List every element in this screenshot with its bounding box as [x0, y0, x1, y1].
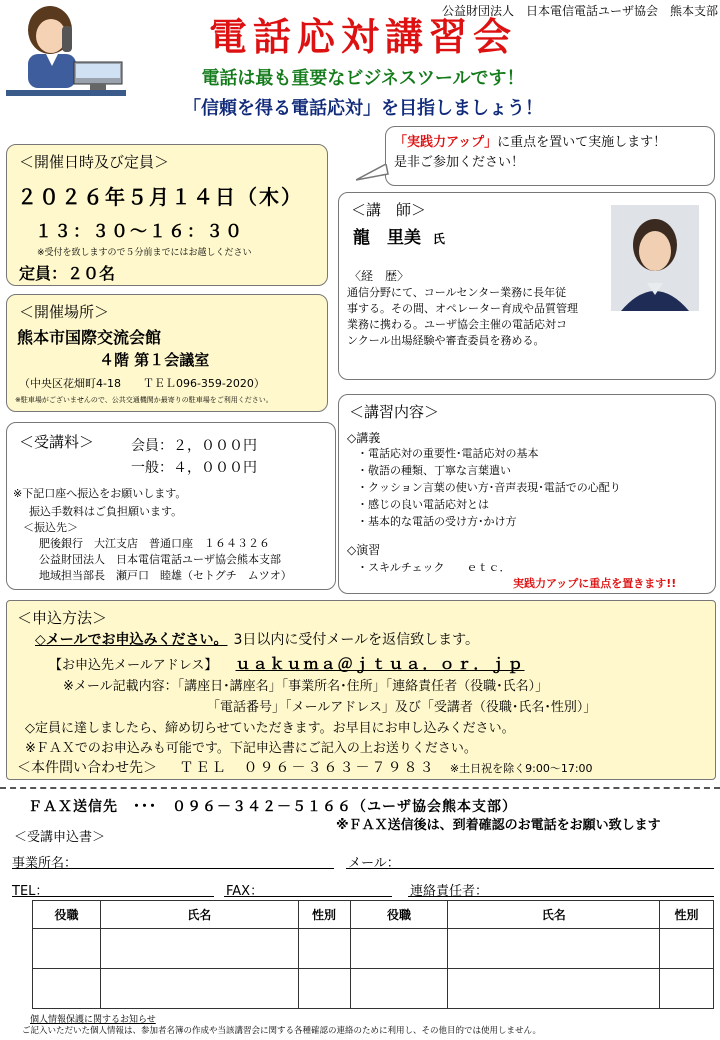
column-header: 性別	[298, 901, 350, 929]
event-date: ２０２６年５月１４日（木）	[17, 185, 303, 209]
column-header: 氏名	[100, 901, 298, 929]
apply-box	[6, 600, 716, 780]
career-heading: 〈経 歴〉	[349, 269, 410, 283]
fee-general: 一般：４，０００円	[131, 460, 257, 476]
operator-illustration	[6, 2, 126, 102]
table-row	[33, 929, 714, 969]
fax-label: FAX：	[226, 884, 264, 899]
privacy-text: ご記入いただいた個人情報は、参加者名簿の作成や当該講習会に関する各種確認の連絡のために利用し、その他目的では使用しません。	[22, 1026, 542, 1036]
table-cell[interactable]	[350, 929, 448, 969]
fax-confirm-note: ※ＦＡＸ送信後は、到着確認のお電話をお願い致します	[336, 818, 661, 833]
email-items-2: 「電話番号」「メールアドレス」及び「受講者（役職･氏名･性別）」	[207, 700, 597, 715]
instructor-name	[353, 223, 445, 248]
table-cell[interactable]	[350, 969, 448, 1009]
table-header-row	[33, 901, 714, 929]
career-line: 通信分野にて、コールセンター業務に長年従	[347, 286, 567, 299]
account-holder: 公益財団法人 日本電信電話ユーザ協会熊本支部	[39, 553, 281, 566]
lecture-item: ・感じの良い電話応対とは	[357, 498, 489, 511]
contact-field[interactable]	[408, 896, 714, 897]
lecture-list	[357, 445, 621, 530]
fax-field[interactable]	[224, 896, 392, 897]
contact-label: 連絡責任者：	[410, 884, 489, 899]
table-cell[interactable]	[33, 969, 101, 1009]
instructor-honorific: 氏	[432, 232, 445, 246]
account-manager: 地域担当部長 瀬戸口 睦雄（セトグチ ムツオ）	[39, 569, 292, 582]
bank-account: 肥後銀行 大江支店 普通口座 １６４３２６	[39, 537, 270, 550]
table-cell[interactable]	[298, 969, 350, 1009]
mail-label: メール：	[348, 856, 400, 871]
career-line: 事する。その間、オペレーター育成や品質管理	[347, 302, 578, 315]
venue-heading: ＜開催場所＞	[19, 303, 110, 321]
registration-table	[32, 900, 714, 1009]
tel-label: TEL：	[12, 884, 49, 899]
email-label: 【お申込先メールアドレス】	[49, 658, 218, 673]
venue-room: ４階 第１会議室	[99, 351, 210, 369]
organizer-name: 公益財団法人 日本電信電話ユーザ協会 熊本支部	[441, 4, 718, 18]
apply-line1	[35, 629, 479, 649]
full-note: ◇定員に達しましたら、締め切らせていただきます。お早目にお申し込みください。	[25, 721, 515, 736]
career-text	[347, 285, 578, 349]
column-header: 役職	[350, 901, 448, 929]
form-heading: ＜受講申込書＞	[14, 830, 106, 845]
table-cell[interactable]	[660, 969, 714, 1009]
bubble-highlight: 「実践力アップ」	[394, 135, 498, 150]
company-label: 事業所名：	[12, 856, 78, 871]
fax-destination: ＦＡＸ送信先 ･･･ ０９６－３４２－５１６６（ユーザ協会熊本支部）	[28, 799, 517, 815]
arrival-note: ※受付を致しますので５分前までにはお越しください	[37, 248, 252, 258]
event-time: １３：３０～１６：３０	[35, 222, 244, 242]
career-line: 業務に携わる。ユーザ協会主催の電話応対コ	[347, 318, 567, 331]
inquiry-tel: ＴＥＬ ０９６－３６３－７９８３	[179, 760, 436, 776]
content-box	[338, 394, 716, 594]
venue-address: （中央区花畑町4-18 ＴＥＬ096-359-2020）	[19, 377, 265, 390]
subtitle-goal: 「信頼を得る電話応対」を目指しましょう！	[183, 98, 543, 119]
fee-member: 会員：２，０００円	[131, 438, 257, 454]
mail-field[interactable]	[346, 868, 714, 869]
bubble-line1: に重点を置いて実施します！	[497, 135, 667, 150]
instructor-heading: ＜講 師＞	[351, 201, 427, 219]
practice-item: ・スキルチェック ｅｔｃ．	[357, 561, 511, 574]
emphasis-bubble	[385, 126, 715, 186]
fee-heading: ＜受講料＞	[19, 433, 95, 451]
company-field[interactable]	[12, 868, 334, 869]
bubble-line2: 是非ご参加ください！	[394, 155, 525, 170]
column-header: 性別	[660, 901, 714, 929]
privacy-title: 個人情報保護に関するお知らせ	[30, 1015, 156, 1025]
table-cell[interactable]	[448, 929, 660, 969]
inquiry-label: ＜本件問い合わせ先＞	[17, 760, 157, 776]
fee-box	[6, 422, 336, 590]
bubble-tail	[356, 164, 392, 182]
parking-note: ※駐車場がございませんので、公共交通機関か最寄りの駐車場をご利用ください。	[15, 396, 273, 404]
page-title: 電話応対講習会	[208, 15, 517, 59]
lecture-item: ・電話応対の重要性･電話応対の基本	[357, 447, 539, 460]
table-cell[interactable]	[298, 929, 350, 969]
lecture-item: ・敬語の種類、丁寧な言葉遣い	[357, 464, 511, 477]
schedule-box	[6, 144, 328, 286]
schedule-heading: ＜開催日時及び定員＞	[19, 153, 170, 171]
practice-heading: ◇演習	[347, 543, 381, 557]
transfer-dest-heading: ＜振込先＞	[23, 521, 78, 534]
table-row	[33, 969, 714, 1009]
venue-box	[6, 294, 328, 412]
venue-name: 熊本市国際交流会館	[17, 328, 162, 347]
table-cell[interactable]	[100, 929, 298, 969]
email-address[interactable]: ｕａｋｕｍａ＠ｊｔｕａ．ｏｒ．ｊｐ	[235, 655, 525, 673]
inquiry-hours: ※土日祝を除く9:00～17:00	[449, 762, 593, 775]
fax-apply-note: ※ＦＡＸでのお申込みも可能です。下記申込書にご記入の上お送りください。	[25, 741, 477, 756]
apply-email-instruction: ◇メールでお申込みください。	[35, 632, 228, 648]
apply-reply-note: 3日以内に受付メールを返信致します。	[233, 632, 480, 648]
lecture-item: ・基本的な電話の受け方･かけ方	[357, 515, 517, 528]
table-cell[interactable]	[33, 929, 101, 969]
instructor-photo	[611, 205, 699, 311]
column-header: 役職	[33, 901, 101, 929]
table-cell[interactable]	[100, 969, 298, 1009]
lecture-item: ・クッション言葉の使い方･音声表現･電話での心配り	[357, 481, 621, 494]
apply-heading: ＜申込方法＞	[17, 609, 108, 627]
content-heading: ＜講習内容＞	[349, 403, 440, 421]
tel-field[interactable]	[12, 896, 214, 897]
apply-email-row	[49, 653, 525, 674]
transfer-fee-note: 振込手数料はご負担願います。	[29, 505, 183, 518]
lecture-heading: ◇講義	[347, 431, 381, 445]
instructor-name-text: 龍 里美	[353, 228, 421, 248]
cut-line	[0, 787, 720, 789]
capacity: 定員：２０名	[19, 264, 116, 283]
email-items-1: ※メール記載内容：「講座日･講座名」「事業所名･住所」「連絡責任者（役職･氏名）」	[63, 679, 549, 694]
practice-emphasis: 実践力アップに重点を置きます!!	[513, 577, 677, 590]
transfer-note: ※下記口座へ振込をお願いします。	[13, 487, 187, 500]
table-cell[interactable]	[448, 969, 660, 1009]
inquiry-row	[17, 757, 593, 777]
instructor-box	[338, 192, 716, 380]
column-header: 氏名	[448, 901, 660, 929]
subtitle-tagline: 電話は最も重要なビジネスツールです！	[201, 68, 525, 89]
table-cell[interactable]	[660, 929, 714, 969]
career-line: ンクール出場経験や審査委員を務める。	[347, 334, 545, 347]
